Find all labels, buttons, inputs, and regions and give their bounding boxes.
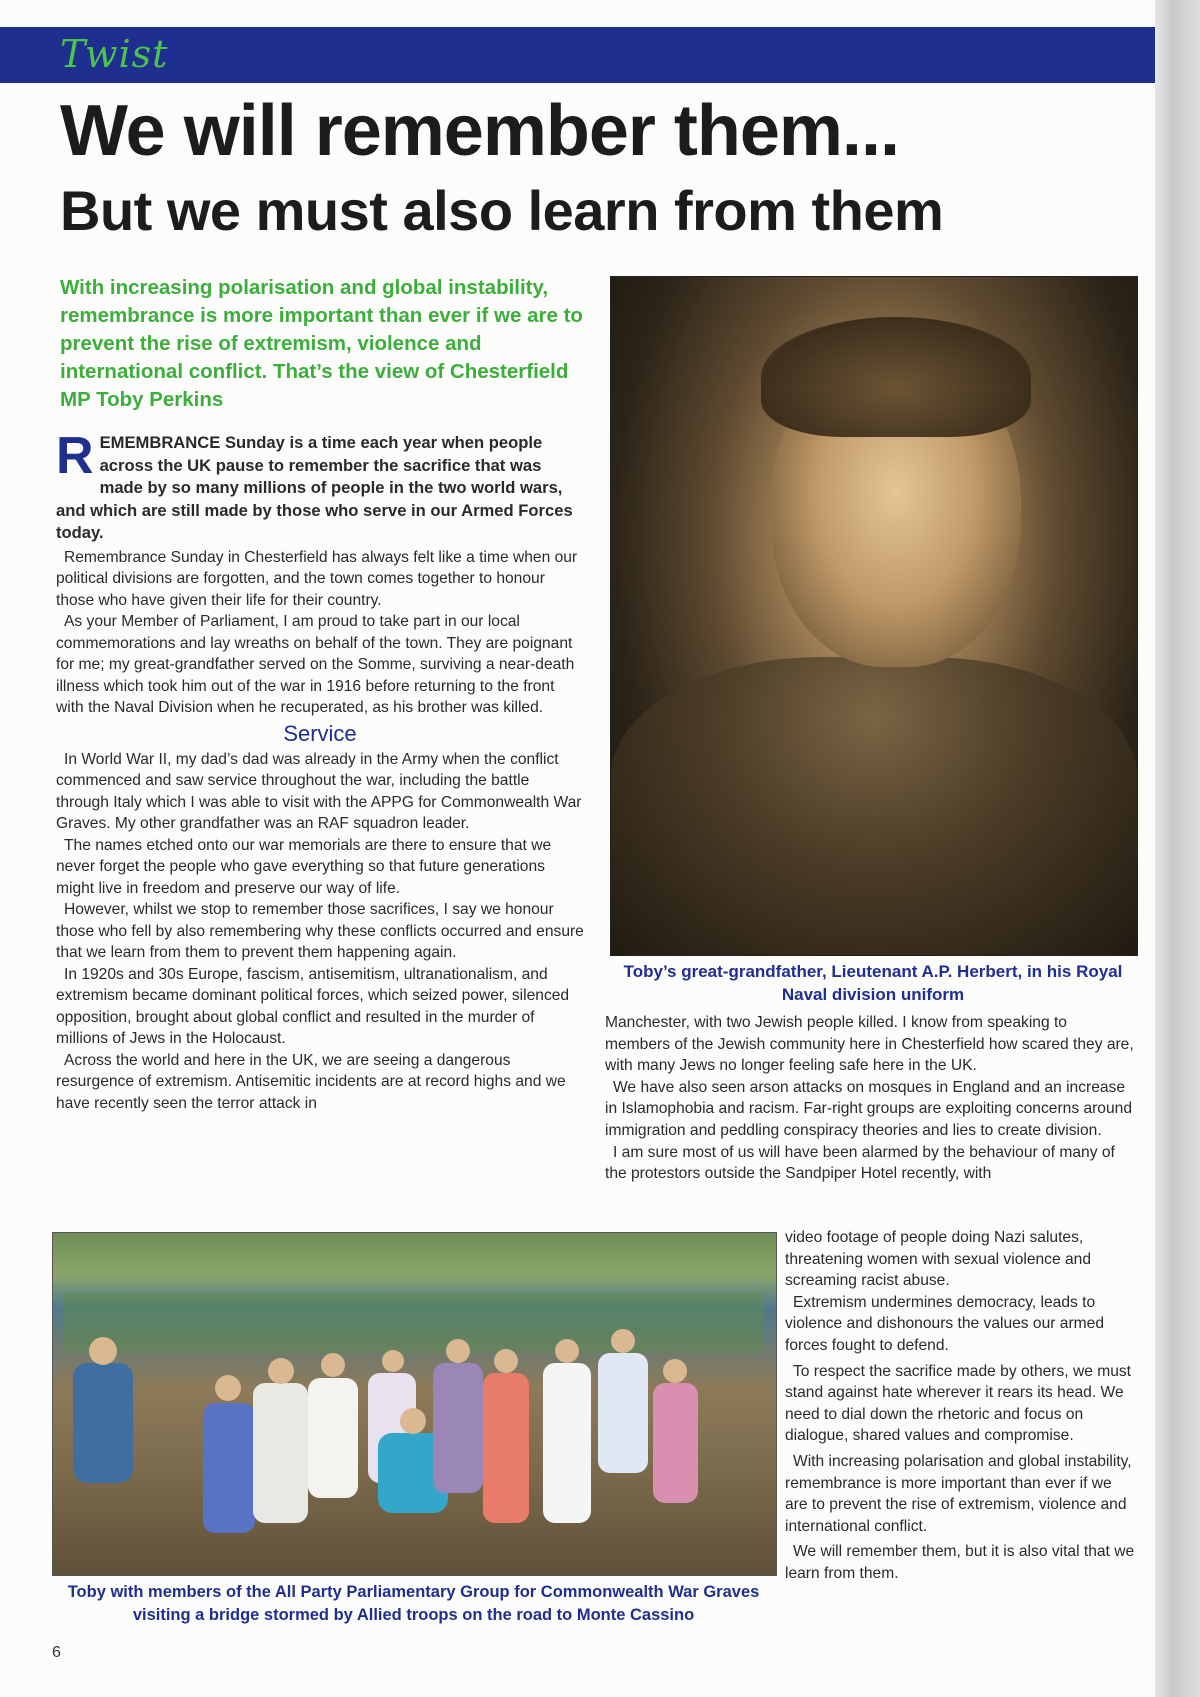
body-paragraph: To respect the sacrifice made by others, we must stand against hate wherever it rears its head. We need to dial down the rhetoric and focus on dialogue, shared values and compromise.: [785, 1362, 1132, 1445]
section-heading: Service: [283, 720, 357, 746]
body-paragraph: video footage of people doing Nazi salutes, threatening women with sexual violence and screaming racist abuse.: [785, 1229, 1091, 1290]
body-paragraph: Extremism undermines democracy, leads to violence and dishonours the values our armed forces fought to defend.: [785, 1293, 1105, 1354]
article-column-right: [605, 1012, 1135, 1185]
standfirst: With increasing polarisation and global instability, remembrance is more important than ever if we are to prevent the rise of extremism, violence and international conflict. That’s the view of Chesterfield MP Toby Perkins: [60, 276, 583, 411]
body-paragraph: Across the world and here in the UK, we are seeing a dangerous resurgence of extremism. Antisemitic incidents are at record highs and we have recently seen the terror attack in: [56, 1051, 566, 1112]
portrait-caption: Toby’s great-grandfather, Lieutenant A.P. Herbert, in his Royal Naval division uniform: [623, 962, 1123, 1004]
page-number: 6: [52, 1644, 61, 1661]
page-edge-shadow: [1155, 0, 1200, 1697]
body-paragraph: With increasing polarisation and global instability, remembrance is more important than ever if we are to prevent the rise of extremism, violence and international conflict.: [785, 1452, 1132, 1535]
body-paragraph: Remembrance Sunday in Chesterfield has always felt like a time when our political divisions are forgotten, and the town comes together to honour those who have given their life for their country.: [56, 548, 578, 609]
lead-text: Sunday is a time each year when people across the UK pause to remember the sacrifice that was made by so many millions of people in the two world wars, and which are still made by those who serve in our Armed Forces today.: [56, 433, 573, 542]
group-photo-crowd: [63, 1293, 763, 1573]
header-bar: [0, 27, 1155, 83]
body-paragraph: However, whilst we stop to remember those sacrifices, I say we honour those who fell by also remembering why these conflicts occurred and ensure that we learn from them to prevent them happening again.: [56, 901, 584, 961]
headline-title: We will remember them...: [60, 91, 899, 171]
body-paragraph: I am sure most of us will have been alarmed by the behaviour of many of the protestors outside the Sandpiper Hotel recently, with: [605, 1143, 1115, 1183]
body-paragraph: The names etched onto our war memorials are there to ensure that we never forget the people who gave everything so that future generations might live in freedom and preserve our way of life.: [56, 836, 552, 897]
body-paragraph: We will remember them, but it is also vital that we learn from them.: [785, 1543, 1135, 1582]
article-column-right-lower: [785, 1227, 1137, 1585]
portrait-photo: [610, 276, 1138, 956]
magazine-logo: Twist: [60, 32, 169, 76]
lead-caps: EMEMBRANCE: [99, 433, 221, 452]
body-paragraph: As your Member of Parliament, I am proud to take part in our local commemorations and lay wreaths on behalf of the town. They are poignant for me; my great-grandfather served on the Somme, surviving a near-death illness which took him out of the war in 1916 before returning to the front with the Naval Division when he recuperated, as his brother was killed.: [56, 613, 575, 716]
drop-cap: R: [56, 427, 94, 485]
body-paragraph: In 1920s and 30s Europe, fascism, antisemitism, ultranationalism, and extremism became dominant political forces, which seized power, silenced opposition, brought about global conflict and resulted in the murder of millions of Jews in the Holocaust.: [56, 965, 570, 1047]
portrait-hair: [761, 317, 1031, 437]
headline-subtitle: But we must also learn from them: [60, 179, 944, 242]
body-paragraph: Manchester, with two Jewish people killed. I know from speaking to members of the Jewish community here in Chesterfield how scared they are, with many Jews no longer feeling safe here in the UK.: [605, 1014, 1134, 1075]
body-paragraph: We have also seen arson attacks on mosques in England and an increase in Islamophobia and racism. Far-right groups are exploiting concerns around immigration and peddling conspiracy theories and lies to create division.: [605, 1078, 1132, 1139]
portrait-uniform: [611, 657, 1137, 956]
article-column-left: [56, 427, 584, 1114]
lead-paragraph: [56, 427, 584, 545]
body-paragraph: In World War II, my dad’s dad was already in the Army when the conflict commenced and saw service throughout the war, including the battle through Italy which I was able to visit with the APPG for Commonwealth War Graves. My other grandfather was an RAF squadron leader.: [56, 750, 582, 832]
group-photo: [52, 1232, 777, 1576]
group-photo-caption: Toby with members of the All Party Parliamentary Group for Commonwealth War Graves visiting a bridge stormed by Allied troops on the road to Monte Cassino: [67, 1583, 760, 1624]
